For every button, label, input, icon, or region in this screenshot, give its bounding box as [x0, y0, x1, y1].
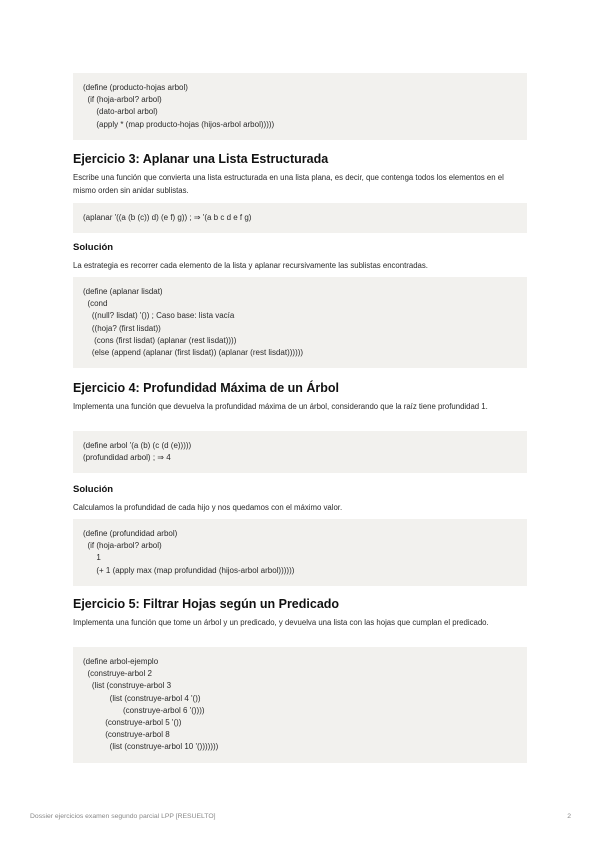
solution-4-title: Solución: [73, 484, 114, 495]
code-line: (construye-arbol 2: [83, 669, 152, 679]
code-line: (cond: [83, 299, 108, 309]
code-line: ((null? lisdat) '()) ; Caso base: lista vacía: [83, 311, 235, 321]
exercise-5-description: Implementa una función que tome un árbol y un predicado, y devuelva una lista con las hojas que cumplan el predicado.: [73, 618, 489, 627]
code-block-producto-hojas: [73, 73, 527, 140]
code-block-profundidad-example: [73, 431, 527, 473]
code-line: (list (construye-arbol 4 '()): [83, 693, 201, 703]
exercise-4-title: Ejercicio 4: Profundidad Máxima de un Árbol: [73, 381, 340, 395]
code-block-aplanar: [73, 277, 527, 368]
exercise-5-title: Ejercicio 5: Filtrar Hojas según un Predicado: [73, 597, 340, 611]
exercise-3-description: Escribe una función que convierta una lista estructurada en una lista plana, es decir, que contenga todos los elementos en el mismo orden sin anidar sublistas.: [73, 173, 504, 195]
code-line: (profundidad arbol) ; ⇒ 4: [83, 453, 171, 463]
code-line: (define (aplanar lisdat): [83, 287, 163, 296]
code-line: (else (append (aplanar (first lisdat)) (aplanar (rest lisdat)))))): [83, 348, 304, 358]
code-line: (define arbol-ejemplo: [83, 657, 159, 666]
code-line: (list (construye-arbol 3: [83, 681, 172, 691]
code-line: (cons (first lisdat) (aplanar (rest lisdat)))): [83, 335, 237, 345]
code-line: (if (hoja-arbol? arbol): [83, 95, 162, 105]
code-line: (+ 1 (apply max (map profundidad (hijos-arbol arbol)))))): [83, 565, 295, 575]
code-block-arbol-ejemplo: [73, 647, 527, 763]
code-line: 1: [83, 553, 101, 563]
solution-3-description: La estrategia es recorrer cada elemento de la lista y aplanar recursivamente las sublistas encontradas.: [73, 261, 428, 270]
exercise-3-title: Ejercicio 3: Aplanar una Lista Estructurada: [73, 152, 329, 166]
footer-title: Dossier ejercicios examen segundo parcial LPP [RESUELTO]: [30, 813, 216, 820]
code-line: (apply * (map producto-hojas (hijos-arbol arbol))))): [83, 119, 275, 129]
code-line: (dato-arbol arbol): [83, 107, 158, 117]
code-line: (list (construye-arbol 10 '())))))): [83, 742, 219, 752]
code-line: (if (hoja-arbol? arbol): [83, 541, 162, 551]
code-line: (construye-arbol 8: [83, 730, 170, 740]
solution-3-title: Solución: [73, 242, 114, 253]
code-line: ((hoja? (first lisdat)): [83, 323, 161, 333]
code-block-aplanar-example: [73, 203, 527, 233]
code-line: (aplanar '((a (b (c)) d) (e f) g)) ; ⇒ '(a b c d e f g): [83, 213, 252, 222]
exercise-4-description: Implementa una función que devuelva la profundidad máxima de un árbol, considerando que la raíz tiene profundidad 1.: [73, 402, 488, 411]
code-line: (construye-arbol 6 '()))): [83, 705, 205, 715]
code-line: (define (profundidad arbol): [83, 529, 178, 538]
solution-4-description: Calculamos la profundidad de cada hijo y nos quedamos con el máximo valor.: [73, 503, 343, 512]
footer-page-number: 2: [567, 813, 571, 820]
code-line: (define arbol '(a (b) (c (d (e))))): [83, 441, 192, 450]
code-block-profundidad: [73, 519, 527, 586]
code-line: (define (producto-hojas arbol): [83, 83, 188, 92]
code-line: (construye-arbol 5 '()): [83, 718, 182, 728]
